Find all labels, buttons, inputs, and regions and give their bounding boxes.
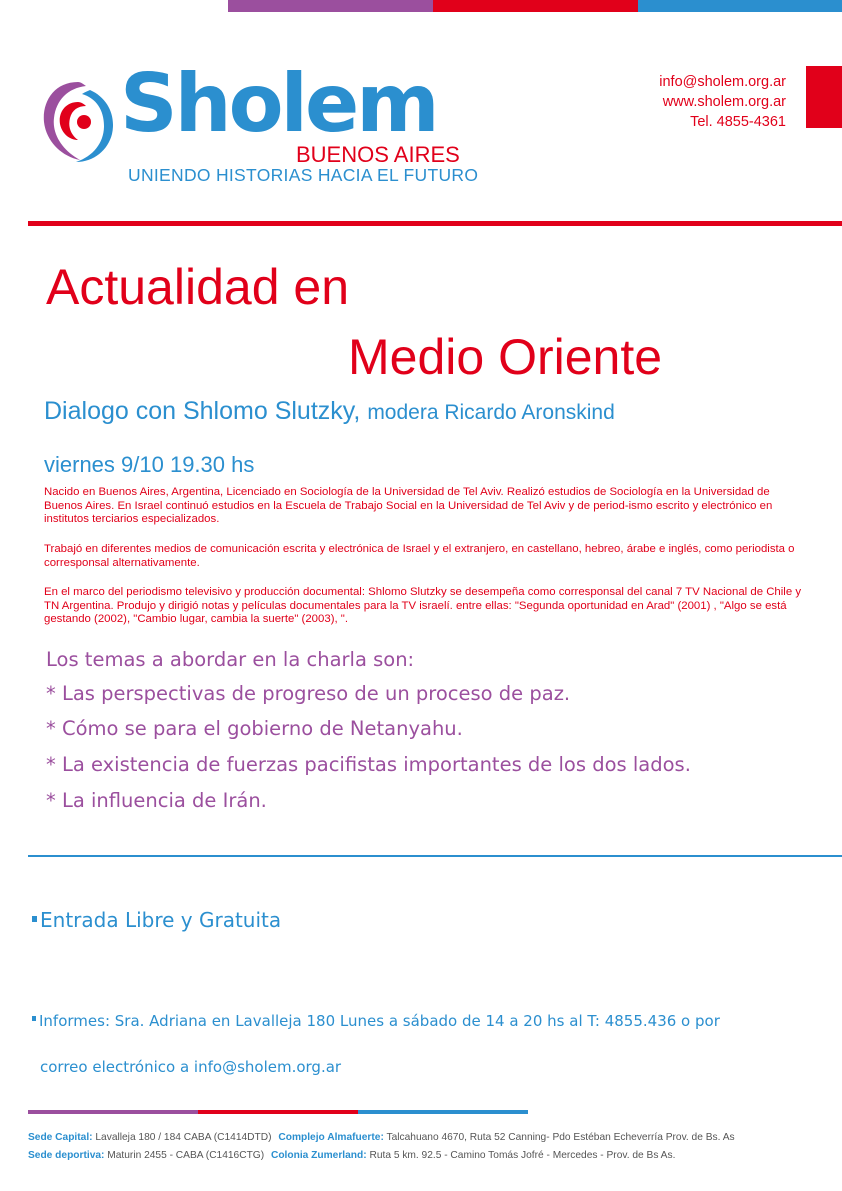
- footer-address: Talcahuano 4670, Ruta 52 Canning- Pdo Estéban Echeverría Prov. de Bs. As: [386, 1132, 735, 1143]
- entrada-line: [32, 910, 281, 930]
- footer-address: Lavalleja 180 / 184 CABA (C1414DTD): [95, 1132, 272, 1143]
- bio-paragraph-1: Nacido en Buenos Aires, Argentina, Licenciado en Sociología de la Universidad de Tel Aviv. Realizó estudios de Sociología en la Universidad de Buenos Aires. En Israel continuó estudios en la Escuela de Trabajo Social en la Universidad de Tel Aviv y de period-ismo escrito y electrónico en institutos terciarios especializados.: [44, 486, 773, 525]
- contact-email[interactable]: info@sholem.org.ar: [659, 74, 786, 90]
- event-title-line2: Medio Oriente: [348, 329, 663, 385]
- logo-tagline: UNIENDO HISTORIAS HACIA EL FUTURO: [128, 165, 479, 185]
- topic-item-1: * Las perspectivas de progreso de un proceso de paz.: [46, 682, 571, 705]
- footer-label: Sede Capital:: [28, 1132, 93, 1143]
- topics-intro: Los temas a abordar en la charla son:: [46, 648, 415, 671]
- logo-wordmark: Sholem: [120, 57, 437, 150]
- footer-bar-blue: [358, 1110, 528, 1114]
- section-divider: [28, 855, 842, 857]
- footer-label: Colonia Zumerland:: [270, 1150, 367, 1161]
- entrada-text: Entrada Libre y Gratuita: [40, 908, 282, 932]
- informes-line1: [32, 1014, 720, 1029]
- bullet-icon: [32, 1016, 36, 1021]
- subtitle-moderator: modera Ricardo Aronskind: [367, 401, 615, 424]
- logo-city: BUENOS AIRES: [296, 142, 460, 167]
- bio-paragraph-3: En el marco del periodismo televisivo y producción documental: Shlomo Slutzky se desempeña como corresponsal del canal 7 TV Nacional de Chile y TN Argentina. Produjo y dirigió notas y películas documentales para la TV israelí. entre ellas: "Segunda oportunidad en Arad" (2001) , "Algo se está gestando (2002), "Cambio lugar, cambia la suerte" (2003), ".: [44, 586, 802, 625]
- event-subtitle: [44, 398, 615, 426]
- top-color-bar: [228, 0, 842, 12]
- bio-paragraph-2: Trabajó en diferentes medios de comunicación escrita y electrónica de Israel y el extranjero, en castellano, hebreo, árabe e inglés, como periodista o corresponsal alternativamente.: [44, 543, 795, 569]
- footer-color-bar: [28, 1110, 528, 1114]
- topic-item-4: * La influencia de Irán.: [46, 789, 267, 812]
- contact-phone: Tel. 4855-4361: [690, 114, 786, 130]
- event-title-line1: Actualidad en: [46, 259, 350, 315]
- footer-label: Sede deportiva:: [28, 1150, 105, 1161]
- contact-block: [526, 72, 786, 132]
- informes-text: Informes: Sra. Adriana en Lavalleja 180 Lunes a sábado de 14 a 20 hs al T: 4855.436 o por: [39, 1012, 720, 1030]
- bullet-icon: [32, 916, 37, 922]
- sholem-swirl-icon: [38, 76, 118, 166]
- footer-row-1: [28, 1133, 735, 1143]
- footer-address: Ruta 5 km. 92.5 - Camino Tomás Jofré - Mercedes - Prov. de Bs As.: [369, 1150, 676, 1161]
- top-bar-purple: [228, 0, 433, 12]
- top-bar-blue: [638, 0, 842, 12]
- contact-web[interactable]: www.sholem.org.ar: [662, 94, 786, 110]
- contact-red-block: [806, 66, 842, 128]
- event-date: viernes 9/10 19.30 hs: [44, 452, 255, 477]
- header-divider: [28, 221, 842, 226]
- subtitle-main: Dialogo con Shlomo Slutzky,: [44, 397, 361, 425]
- topic-item-3: * La existencia de fuerzas pacifistas importantes de los dos lados.: [46, 753, 691, 776]
- top-bar-red: [433, 0, 638, 12]
- footer-bar-red: [198, 1110, 358, 1114]
- footer-row-2: [28, 1151, 675, 1161]
- footer-address: Maturin 2455 - CABA (C1416CTG): [107, 1150, 265, 1161]
- footer-label: Complejo Almafuerte:: [278, 1132, 384, 1143]
- informes-line2: correo electrónico a info@sholem.org.ar: [40, 1058, 342, 1076]
- footer-bar-purple: [28, 1110, 198, 1114]
- topic-item-2: * Cómo se para el gobierno de Netanyahu.: [46, 717, 463, 740]
